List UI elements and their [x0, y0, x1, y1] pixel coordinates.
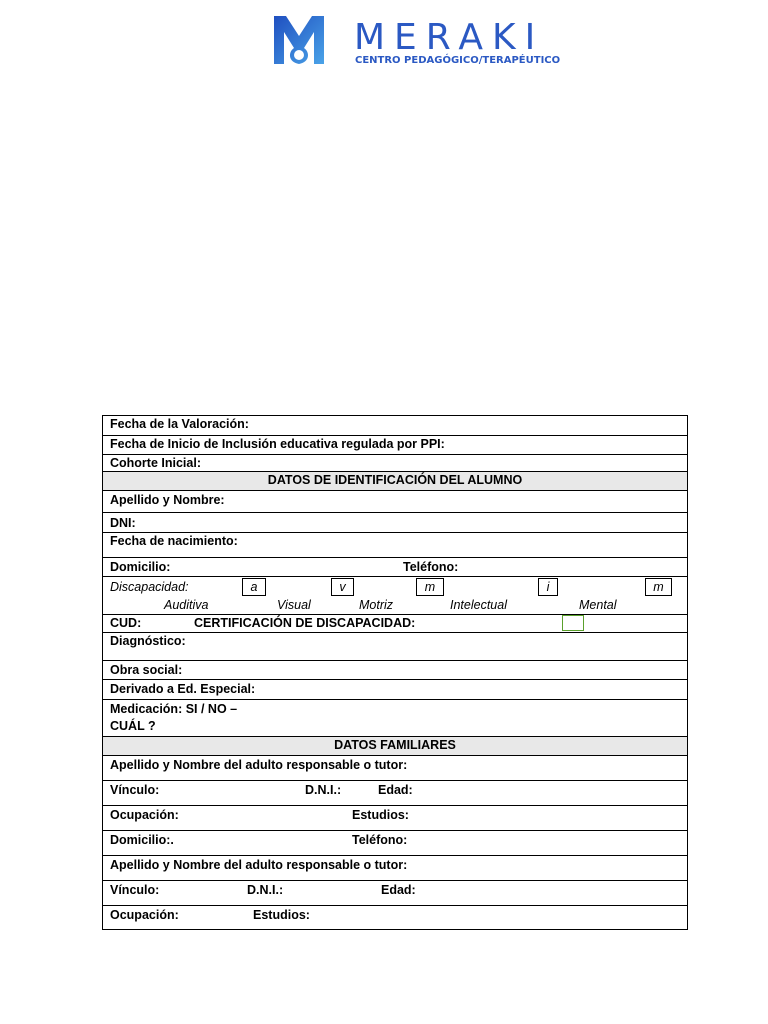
cud-label: CUD: — [110, 616, 142, 630]
row-derivado — [103, 679, 687, 699]
adulto1-ocupacion-label: Ocupación: — [110, 808, 179, 822]
row-fecha-inicio — [103, 435, 687, 454]
option-auditiva: Auditiva — [164, 598, 209, 612]
apellido-nombre-label: Apellido y Nombre: — [110, 493, 225, 507]
row-discapacidad — [103, 576, 687, 614]
option-visual: Visual — [277, 598, 311, 612]
adulto2-edad-label: Edad: — [381, 883, 416, 897]
row-medicacion — [103, 699, 687, 736]
adulto1-domicilio-label: Domicilio:. — [110, 833, 174, 847]
row-cud — [103, 614, 687, 632]
domicilio-label: Domicilio: — [110, 560, 171, 574]
option-mental: Mental — [579, 598, 617, 612]
derivado-label: Derivado a Ed. Especial: — [110, 682, 256, 696]
adulto1-vinculo-label: Vínculo: — [110, 783, 160, 797]
row-adulto1-responsable — [103, 755, 687, 780]
row-adulto2-responsable — [103, 855, 687, 880]
cud-checkbox[interactable] — [562, 615, 584, 631]
adulto1-edad-label: Edad: — [378, 783, 413, 797]
row-adulto2-ocupacion — [103, 905, 687, 929]
cual-label: CUÁL ? — [110, 719, 156, 733]
obra-social-label: Obra social: — [110, 663, 183, 677]
certificacion-label: CERTIFICACIÓN DE DISCAPACIDAD: — [194, 616, 416, 630]
fecha-inicio-label: Fecha de Inicio de Inclusión educativa regulada por PPI: — [110, 437, 445, 451]
checkbox-mental[interactable]: m — [645, 578, 672, 596]
checkbox-intelectual[interactable]: i — [538, 578, 558, 596]
adulto2-estudios-label: Estudios: — [253, 908, 310, 922]
adulto1-dni-label: D.N.I.: — [305, 783, 342, 797]
section-alumno-title: DATOS DE IDENTIFICACIÓN DEL ALUMNO — [267, 473, 523, 487]
row-fecha-valoracion — [103, 416, 687, 435]
row-cohorte — [103, 454, 687, 471]
row-domicilio — [103, 557, 687, 576]
fecha-valoracion-label: Fecha de la Valoración: — [110, 417, 249, 431]
adulto2-dni-label: D.N.I.: — [247, 883, 284, 897]
discapacidad-label: Discapacidad: — [110, 580, 189, 594]
section-familiares-header — [103, 736, 687, 755]
adulto2-ocupacion-label: Ocupación: — [110, 908, 179, 922]
adulto1-telefono-label: Teléfono: — [352, 833, 408, 847]
row-dni — [103, 512, 687, 532]
row-adulto1-vinculo — [103, 780, 687, 805]
checkbox-motriz[interactable]: m — [416, 578, 444, 596]
option-motriz: Motriz — [359, 598, 394, 612]
diagnostico-label: Diagnóstico: — [110, 634, 186, 648]
checkbox-visual[interactable]: v — [331, 578, 354, 596]
brand-name: MERAKI — [354, 17, 545, 58]
section-alumno-header — [103, 471, 687, 490]
cohorte-label: Cohorte Inicial: — [110, 456, 201, 470]
row-adulto1-ocupacion — [103, 805, 687, 830]
section-familiares-title: DATOS FAMILIARES — [334, 738, 456, 752]
adulto2-vinculo-label: Vínculo: — [110, 883, 160, 897]
adulto1-estudios-label: Estudios: — [352, 808, 409, 822]
medicacion-label: Medicación: SI / NO – — [110, 702, 238, 716]
row-adulto2-vinculo — [103, 880, 687, 905]
brand-tagline: CENTRO PEDAGÓGICO/TERAPÉUTICO — [355, 55, 561, 66]
adulto2-responsable-label: Apellido y Nombre del adulto responsable o tutor: — [110, 858, 408, 872]
checkbox-auditiva[interactable]: a — [242, 578, 266, 596]
adulto1-responsable-label: Apellido y Nombre del adulto responsable o tutor: — [110, 758, 408, 772]
row-diagnostico — [103, 632, 687, 660]
row-apellido-nombre — [103, 490, 687, 512]
option-intelectual: Intelectual — [450, 598, 507, 612]
dni-label: DNI: — [110, 516, 136, 530]
row-fecha-nacimiento — [103, 532, 687, 557]
telefono-label: Teléfono: — [403, 560, 459, 574]
row-adulto1-domicilio — [103, 830, 687, 855]
fecha-nacimiento-label: Fecha de nacimiento: — [110, 534, 238, 548]
meraki-logo-icon — [270, 12, 328, 68]
meraki-logo — [270, 12, 560, 72]
student-form — [102, 415, 688, 930]
row-obra-social — [103, 660, 687, 679]
